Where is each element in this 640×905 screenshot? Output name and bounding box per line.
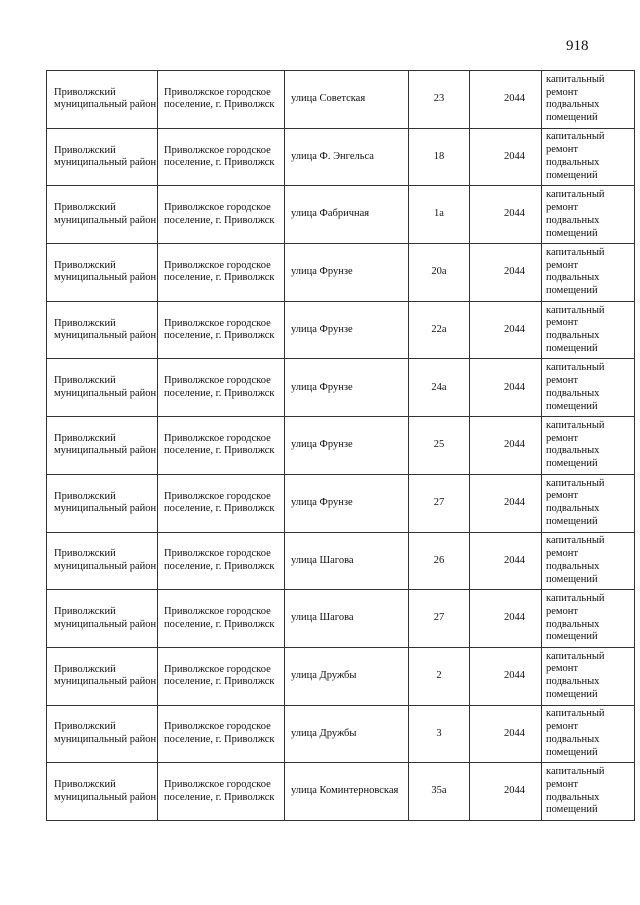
- page-number: 918: [566, 38, 589, 54]
- table-row: [47, 705, 635, 763]
- settlement-cell: Приволжское городское поселение, г. Приволжск: [158, 705, 285, 763]
- district-cell: Приволжский муниципальный район: [47, 301, 158, 359]
- work-type-cell: капитальный ремонт подвальных помещений: [542, 186, 635, 244]
- year-cell: 2044: [470, 590, 542, 648]
- house-number-cell: 18: [409, 128, 470, 186]
- settlement-cell: Приволжское городское поселение, г. Приволжск: [158, 532, 285, 590]
- work-type-cell: капитальный ремонт подвальных помещений: [542, 359, 635, 417]
- year-cell: 2044: [470, 705, 542, 763]
- district-cell: Приволжский муниципальный район: [47, 474, 158, 532]
- street-cell: улица Шагова: [285, 590, 409, 648]
- table-row: [47, 128, 635, 186]
- street-cell: улица Ф. Энгельса: [285, 128, 409, 186]
- work-type-cell: капитальный ремонт подвальных помещений: [542, 763, 635, 821]
- year-cell: 2044: [470, 128, 542, 186]
- street-cell: улица Дружбы: [285, 647, 409, 705]
- year-cell: 2044: [470, 359, 542, 417]
- work-type-cell: капитальный ремонт подвальных помещений: [542, 417, 635, 475]
- settlement-cell: Приволжское городское поселение, г. Приволжск: [158, 186, 285, 244]
- district-cell: Приволжский муниципальный район: [47, 128, 158, 186]
- table-row: [47, 301, 635, 359]
- house-number-cell: 1а: [409, 186, 470, 244]
- district-cell: Приволжский муниципальный район: [47, 532, 158, 590]
- house-number-cell: 25: [409, 417, 470, 475]
- work-type-cell: капитальный ремонт подвальных помещений: [542, 532, 635, 590]
- work-type-cell: капитальный ремонт подвальных помещений: [542, 474, 635, 532]
- settlement-cell: Приволжское городское поселение, г. Приволжск: [158, 590, 285, 648]
- table-row: [47, 186, 635, 244]
- settlement-cell: Приволжское городское поселение, г. Приволжск: [158, 474, 285, 532]
- year-cell: 2044: [470, 244, 542, 302]
- district-cell: Приволжский муниципальный район: [47, 647, 158, 705]
- house-number-cell: 35а: [409, 763, 470, 821]
- district-cell: Приволжский муниципальный район: [47, 590, 158, 648]
- table-row: [47, 590, 635, 648]
- table-row: [47, 763, 635, 821]
- work-type-cell: капитальный ремонт подвальных помещений: [542, 647, 635, 705]
- table-row: [47, 71, 635, 129]
- house-number-cell: 27: [409, 590, 470, 648]
- table-row: [47, 647, 635, 705]
- table-row: [47, 417, 635, 475]
- table-row: [47, 244, 635, 302]
- year-cell: 2044: [470, 301, 542, 359]
- street-cell: улица Фрунзе: [285, 417, 409, 475]
- street-cell: улица Фрунзе: [285, 301, 409, 359]
- house-number-cell: 2: [409, 647, 470, 705]
- settlement-cell: Приволжское городское поселение, г. Приволжск: [158, 763, 285, 821]
- street-cell: улица Фабричная: [285, 186, 409, 244]
- year-cell: 2044: [470, 763, 542, 821]
- year-cell: 2044: [470, 474, 542, 532]
- street-cell: улица Советская: [285, 71, 409, 129]
- house-number-cell: 27: [409, 474, 470, 532]
- table-row: [47, 532, 635, 590]
- settlement-cell: Приволжское городское поселение, г. Приволжск: [158, 128, 285, 186]
- settlement-cell: Приволжское городское поселение, г. Приволжск: [158, 359, 285, 417]
- year-cell: 2044: [470, 71, 542, 129]
- work-type-cell: капитальный ремонт подвальных помещений: [542, 244, 635, 302]
- settlement-cell: Приволжское городское поселение, г. Приволжск: [158, 417, 285, 475]
- district-cell: Приволжский муниципальный район: [47, 417, 158, 475]
- street-cell: улица Фрунзе: [285, 244, 409, 302]
- house-number-cell: 23: [409, 71, 470, 129]
- work-type-cell: капитальный ремонт подвальных помещений: [542, 71, 635, 129]
- house-number-cell: 22а: [409, 301, 470, 359]
- work-type-cell: капитальный ремонт подвальных помещений: [542, 301, 635, 359]
- district-cell: Приволжский муниципальный район: [47, 763, 158, 821]
- street-cell: улица Фрунзе: [285, 359, 409, 417]
- house-number-cell: 26: [409, 532, 470, 590]
- district-cell: Приволжский муниципальный район: [47, 71, 158, 129]
- street-cell: улица Шагова: [285, 532, 409, 590]
- year-cell: 2044: [470, 647, 542, 705]
- street-cell: улица Коминтерновская: [285, 763, 409, 821]
- table-row: [47, 359, 635, 417]
- district-cell: Приволжский муниципальный район: [47, 186, 158, 244]
- table-row: [47, 474, 635, 532]
- settlement-cell: Приволжское городское поселение, г. Приволжск: [158, 71, 285, 129]
- settlement-cell: Приволжское городское поселение, г. Приволжск: [158, 647, 285, 705]
- settlement-cell: Приволжское городское поселение, г. Приволжск: [158, 244, 285, 302]
- district-cell: Приволжский муниципальный район: [47, 244, 158, 302]
- work-type-cell: капитальный ремонт подвальных помещений: [542, 128, 635, 186]
- work-type-cell: капитальный ремонт подвальных помещений: [542, 590, 635, 648]
- year-cell: 2044: [470, 417, 542, 475]
- street-cell: улица Фрунзе: [285, 474, 409, 532]
- work-type-cell: капитальный ремонт подвальных помещений: [542, 705, 635, 763]
- repair-schedule-table: [46, 70, 635, 821]
- district-cell: Приволжский муниципальный район: [47, 359, 158, 417]
- house-number-cell: 3: [409, 705, 470, 763]
- street-cell: улица Дружбы: [285, 705, 409, 763]
- house-number-cell: 24а: [409, 359, 470, 417]
- district-cell: Приволжский муниципальный район: [47, 705, 158, 763]
- year-cell: 2044: [470, 186, 542, 244]
- house-number-cell: 20а: [409, 244, 470, 302]
- settlement-cell: Приволжское городское поселение, г. Приволжск: [158, 301, 285, 359]
- year-cell: 2044: [470, 532, 542, 590]
